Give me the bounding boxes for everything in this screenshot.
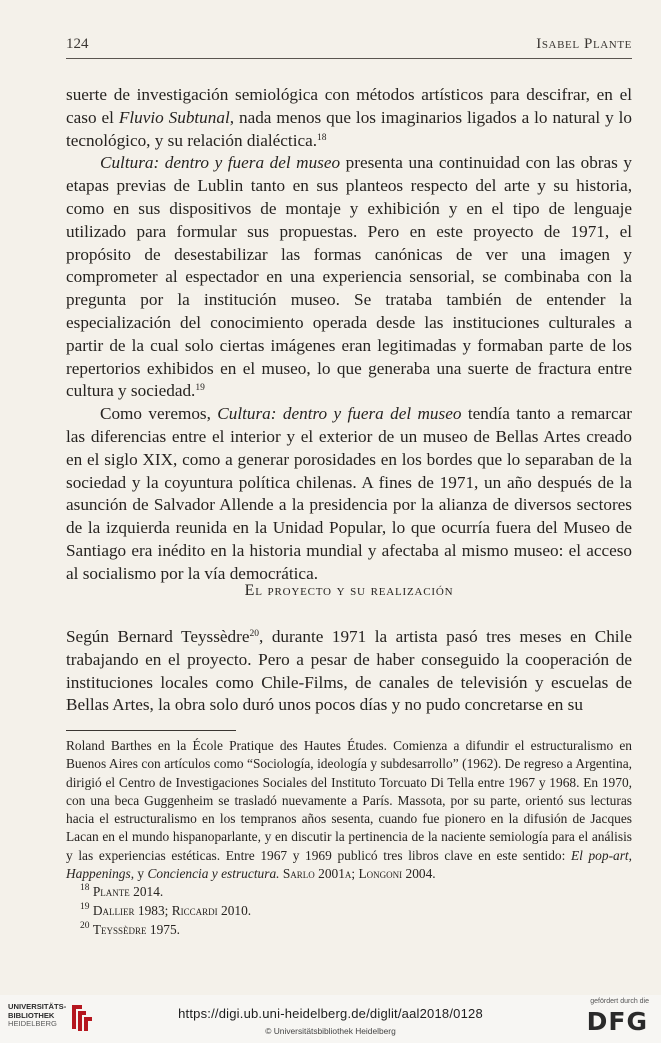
permalink[interactable]: https://digi.ub.uni-heidelberg.de/diglit/aal2018/0128 [178, 1006, 483, 1021]
header-rule [66, 58, 632, 59]
page-number: 124 [66, 36, 89, 52]
footnote-ref-18: 18 [317, 132, 327, 143]
footnotes [66, 737, 632, 940]
running-head-author: Isabel Plante [536, 36, 632, 52]
footnote-continuation: Roland Barthes en la École Pratique des Hautes Études. Comienza a difundir el estructuralismo en Buenos Aires con artículos como “Sociología, ideología y subdesarrollo” (1962). De regreso a Argentina, dirigió el Centro de Investigaciones Sociales del Instituto Torcuato Di Tella entre 1967 y 1968. En 1970, con una beca Guggenheim se trasladó nuevamente a París. Massota, por su parte, orientó sus lecturas hacia el estructuralismo en los tempranos años sesenta, cuando fue pionero en la difusión de Jacques Lacan en el mundo hispanoparlante, y en discutir la pertinencia de la naciente semiología para el análisis y las experiencias estéticas. Entre 1967 y 1969 publicó tres libros clave en este sentido: El pop-art, Happenings, y Conciencia y estructura. Sarlo 2001a; Longoni 2004. [66, 738, 633, 882]
section-heading: El proyecto y su realización [244, 582, 454, 599]
copyright-notice: © Universitätsbibliothek Heidelberg [265, 1026, 396, 1036]
digitization-footer [0, 995, 661, 1043]
dfg-logo[interactable]: DFG [586, 1007, 648, 1036]
paragraph-3: Como veremos, Cultura: dentro y fuera del museo tendía tanto a remarcar las diferencias entre el interior y el exterior de un museo de Bellas Artes creado en el siglo XIX, como a generar porosidades en los bordes que lo separaban de la sociedad y la coyuntura política chilenas. A fines de 1971, un año después de la asunción de Salvador Allende a la presidencia por la alianza de diversos sectores de la izquierda reunida en la Unidad Popular, lo que ocurría fuera del Museo de Santiago era inédito en la historia mundial y afectaba al mismo museo: el acceso al socialismo por la vía democrática. [66, 404, 632, 583]
library-logo[interactable]: UNIVERSITÄTS- BIBLIOTHEK HEIDELBERG [8, 1002, 67, 1029]
footnote-ref-19: 19 [195, 383, 205, 394]
body-text [66, 84, 632, 586]
running-head [66, 36, 632, 56]
section-body-text [66, 626, 632, 717]
funder-note: gefördert durch die [590, 998, 649, 1005]
paragraph-4: Según Bernard Teyssèdre$^{20}$, durante 1971 la artista pasó tres meses en Chile trabajando en el proyecto. Pero a pesar de haber conseguido la cooperación de instituciones locales como Chile-Films, de canales de televisión y escuelas de Bellas Artes, la obra solo duró unos pocos días y no pudo concretarse en su [66, 627, 632, 715]
paragraph-1: suerte de investigación semiológica con métodos artísticos para descifrar, en el caso el Fluvio Subtunal, nada menos que los imaginarios ligados a lo natural y lo tecnológico, y su relación dialéctica.$^{18}$ [66, 85, 633, 150]
footnote-18: $^{18}$ Plante 2014. [80, 883, 164, 900]
footnote-rule [66, 730, 236, 731]
footnote-20: $^{20}$ Teyssèdre 1975. [80, 920, 181, 937]
footnote-19: $^{19}$ Dallier 1983; Riccardi 2010. [80, 902, 252, 919]
paragraph-2: Cultura: dentro y fuera del museo presenta una continuidad con las obras y etapas previas de Lublin tanto en sus planteos respecto del arte y su historia, como en sus dispositivos de montaje y exhibición y en el tipo de lenguaje utilizado para formular sus propuestas. Pero en este proyecto de 1971, el propósito de desestabilizar las formas canónicas de ver una imagen y comprometer al espectador en una experiencia sensorial, se combinaba con la pregunta por la institución museo. Se trataba también de entender la especialización del conocimiento operada desde las instituciones culturales a partir de la cual solo ciertas imágenes eran legitimadas y formaban parte de los repertorios exhibidos en el museo, lo que generaba una suerte de fractura entre cultura y sociedad.$^{19}$ [66, 153, 632, 401]
footnote-ref-20: 20 [249, 629, 260, 639]
